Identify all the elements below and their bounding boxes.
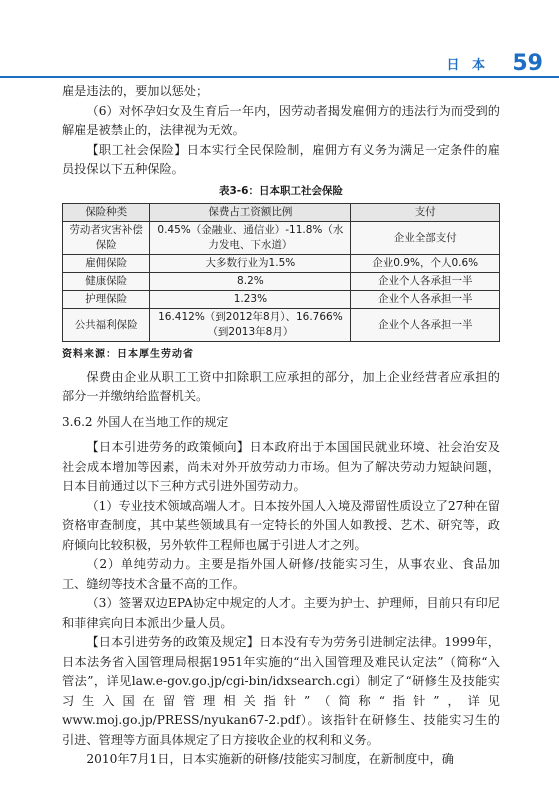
paragraph-item-6: （6）对怀孕妇女及生育后一年内，因劳动者揭发雇佣方的违法行为而受到的解雇是被禁止的，法律视为无效。 — [62, 103, 500, 137]
paragraph-item-1: （1）专业技术领域高端人才。日本按外国人入境及滞留性质设立了27种在留资格审查制度，其中某些领域具有一定特长的外国人如教授、艺术、研究等，政府倾向比较积极，另外软件工程师也属于引进人才之列。 — [62, 498, 500, 552]
paragraph-policy-tendency: 【日本引进劳务的政策倾向】日本政府出于本国国民就业环境、社会治安及社会成本增加等因素，尚未对外开放劳动力市场。但为了解决劳动力短缺问题，日本目前通过以下三种方式引进外国劳动力。 — [62, 440, 500, 493]
table-header-cell: 支付 — [351, 204, 500, 222]
table-cell: 企业个人各承担一半 — [351, 291, 500, 309]
table-cell: 护理保险 — [63, 291, 150, 309]
table-cell: 企业个人各承担一半 — [351, 273, 500, 291]
table-row — [63, 222, 500, 255]
section-heading: 3.6.2 外国人在当地工作的规定 — [62, 414, 229, 429]
paragraph-continuation: 雇是违法的，要加以惩处； — [62, 84, 209, 98]
paragraph-2010-system: 2010年7月1日，日本实施新的研修/技能实习制度，在新制度中，确 — [86, 752, 454, 766]
table-source: 资料来源：日本厚生劳动省 — [62, 349, 194, 360]
paragraph-social-insurance: 【职工社会保险】日本实行全民保险制，雇佣方有义务为满足一定条件的雇员投保以下五种保险。 — [62, 142, 500, 176]
table-row — [63, 273, 500, 291]
table-cell: 劳动者灾害补偿保险 — [63, 222, 150, 255]
header-divider — [0, 76, 559, 78]
insurance-table — [62, 203, 500, 342]
table-row — [63, 255, 500, 273]
page-number: 59 — [512, 51, 543, 76]
table-cell: 企业0.9%，个人0.6% — [351, 255, 500, 273]
running-header-country: 日 本 — [446, 58, 489, 73]
table-title: 表3-6：日本职工社会保险 — [219, 184, 343, 197]
paragraph-item-2: （2）单纯劳动力。主要是指外国人研修/技能实习生，从事农业、食品加工、缝纫等技术含量不高的工作。 — [62, 557, 500, 591]
table-cell: 公共福利保险 — [63, 309, 150, 342]
paragraph-item-3: （3）签署双边EPA协定中规定的人才。主要为护士、护理师，目前只有印尼和菲律宾向日本派出少量人员。 — [62, 596, 500, 630]
table-cell: 雇佣保险 — [63, 255, 150, 273]
table-cell: 企业全部支付 — [351, 222, 500, 255]
table-header-row — [63, 204, 500, 222]
table-cell: 1.23% — [150, 291, 351, 309]
table-header-cell: 保险种类 — [63, 204, 150, 222]
table-cell: 健康保险 — [63, 273, 150, 291]
table-cell: 大多数行业为1.5% — [150, 255, 351, 273]
table-header-cell: 保费占工资额比例 — [150, 204, 351, 222]
table-cell: 8.2% — [150, 273, 351, 291]
table-row — [63, 309, 500, 342]
paragraph-policy-regulations: 【日本引进劳务的政策及规定】日本没有专为劳务引进制定法律。1999年，日本法务省入国管理局根据1951年实施的“出入国管理及难民认定法”（简称“入管法”，详见law.e-gov.go.jp/cgi-bin/idxsearch.cgi）制定了“研修生及技能实习生入国在留管理相关指针”（简称“指针”，详见www.moj.go.jp/PRESS/nyukan67-2.pdf）。该指针在研修生、技能实习生的引进、管理等方面具体规定了日方接收企业的权利和义务。 — [62, 635, 500, 747]
page-body — [62, 82, 500, 770]
table-row — [63, 291, 500, 309]
table-cell: 0.45%（金融业、通信业）-11.8%（水力发电、下水道） — [150, 222, 351, 255]
table-cell: 企业个人各承担一半 — [351, 309, 500, 342]
paragraph-premium: 保费由企业从职工工资中扣除职工应承担的部分，加上企业经营者应承担的部分一并缴纳给监督机关。 — [62, 369, 500, 403]
table-cell: 16.412%（到2012年8月）、16.766%（到2013年8月） — [150, 309, 351, 342]
